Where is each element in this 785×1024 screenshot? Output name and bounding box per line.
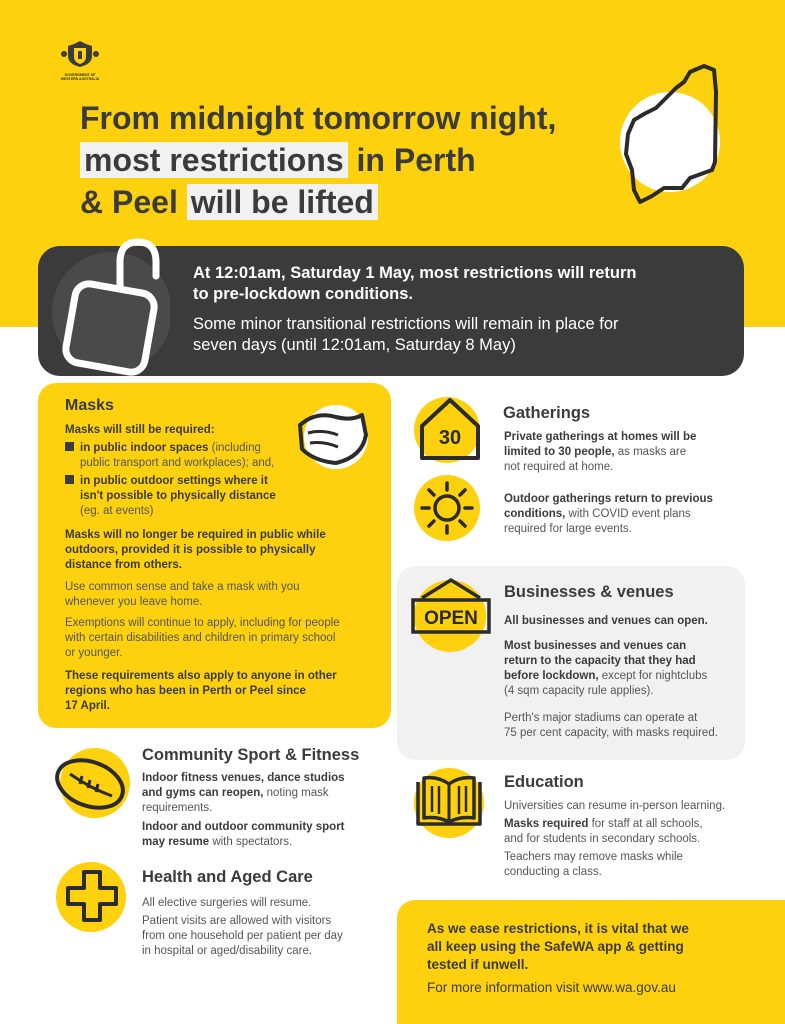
gatherings-p2-rest1: with COVID event plans [565, 508, 691, 520]
education-heading: Education [504, 773, 584, 791]
masks-required-intro: Masks will still be required: [65, 424, 215, 436]
business-p1: All businesses and venues can open. [504, 615, 708, 627]
masks-apply-3: 17 April. [65, 700, 110, 712]
masks-bullet1-rest: (including [208, 442, 261, 454]
bullet-icon [65, 475, 74, 484]
banner-headline-line2: to pre-lockdown conditions. [193, 285, 413, 303]
banner-subtext-line2: seven days (until 12:01am, Saturday 8 May) [193, 336, 516, 354]
masks-heading: Masks [65, 397, 114, 414]
masks-exempt-3: or younger. [65, 647, 123, 659]
banner-subtext [193, 314, 713, 356]
sport-p1-rest1: noting mask [263, 787, 329, 799]
footer-callout [397, 900, 785, 1024]
sport-p2-bold2: may resume [142, 836, 210, 848]
education-p3-1: Teachers may remove masks while [504, 851, 683, 863]
footer-bold-3: tested if unwell. [427, 957, 529, 972]
masks-apply-1: These requirements also apply to anyone in other [65, 670, 337, 682]
title-highlight-1: most restrictions [80, 142, 348, 178]
gatherings-p2-rest2: required for large events. [504, 523, 632, 535]
western-australia-map-icon [618, 62, 728, 212]
education-p3-2: conducting a class. [504, 866, 602, 878]
health-heading: Health and Aged Care [142, 868, 313, 886]
masks-bullet2-rest: (eg. at events) [80, 505, 154, 517]
gatherings-p1-bold1: Private gatherings at homes will be [504, 431, 697, 443]
book-icon [412, 772, 486, 832]
sport-p1-bold2: and gyms can reopen, [142, 787, 264, 799]
masks-no-longer-3: distance from others. [65, 559, 182, 571]
masks-exempt-2: with certain disabilities and children in primary school [65, 632, 336, 644]
gatherings-p1-rest1: as masks are [614, 446, 687, 458]
sport-p2-bold1: Indoor and outdoor community sport [142, 821, 345, 833]
business-p2-bold3: before lockdown, [504, 670, 599, 682]
masks-bullet1-cont: public transport and workplaces); and, [80, 457, 275, 469]
sport-heading: Community Sport & Fitness [142, 746, 360, 764]
crest-icon [60, 40, 100, 68]
government-logo [60, 40, 100, 81]
footer-bold-2: all keep using the SafeWA app & getting [427, 939, 684, 954]
masks-bullet2-bold1: in public outdoor settings where it [80, 475, 268, 487]
title-highlight-2: will be lifted [187, 184, 378, 220]
sport-p2-rest: with spectators. [209, 836, 293, 848]
health-p1: All elective surgeries will resume. [142, 897, 312, 909]
masks-section [38, 383, 391, 728]
gatherings-p2-bold2: conditions, [504, 508, 566, 520]
title-line-1: From midnight tomorrow night, [80, 100, 557, 136]
football-icon [50, 752, 130, 816]
education-p2-rest1: for staff at all schools, [588, 818, 703, 830]
masks-common-2: whenever you leave home. [65, 596, 203, 608]
logo-text-line2: WESTERN AUSTRALIA [60, 77, 100, 81]
sport-p1-rest2: requirements. [142, 802, 213, 814]
title-line-3a: & Peel [80, 184, 178, 220]
face-mask-icon [292, 403, 372, 473]
health-p2-3: in hospital or aged/disability care. [142, 945, 313, 957]
gatherings-p2-bold1: Outdoor gatherings return to previous [504, 493, 713, 505]
footer-info-link[interactable]: For more information visit www.wa.gov.au [427, 980, 676, 995]
health-p2-1: Patient visits are allowed with visitors [142, 915, 332, 927]
education-p1: Universities can resume in-person learning. [504, 800, 726, 812]
banner-headline-line1: At 12:01am, Saturday 1 May, most restrictions will return [193, 264, 637, 282]
banner-subtext-line1: Some minor transitional restrictions will remain in place for [193, 315, 619, 333]
health-p2-2: from one household per patient per day [142, 930, 343, 942]
medical-cross-icon [62, 866, 122, 926]
masks-exempt-1: Exemptions will continue to apply, including for people [65, 617, 340, 629]
business-heading: Businesses & venues [504, 583, 674, 601]
sport-p1-bold1: Indoor fitness venues, dance studios [142, 772, 345, 784]
business-p2-rest2: (4 sqm capacity rule applies). [504, 685, 654, 697]
gatherings-p1-rest2: not required at home. [504, 461, 614, 473]
banner-headline [193, 263, 713, 305]
unlocked-padlock-icon [50, 232, 170, 382]
bullet-icon [65, 442, 74, 451]
sun-icon [414, 475, 480, 541]
gatherings-heading: Gatherings [503, 404, 591, 422]
business-p3-2: 75 per cent capacity, with masks required. [504, 727, 718, 739]
masks-no-longer-1: Masks will no longer be required in public while [65, 529, 326, 541]
open-sign-text: OPEN [424, 608, 478, 629]
business-p2-bold2: return to the capacity that they had [504, 655, 696, 667]
house-capacity-number: 30 [438, 427, 462, 449]
business-p2-bold1: Most businesses and venues can [504, 640, 687, 652]
masks-bullet2-bold2: isn't possible to physically distance [80, 490, 276, 502]
masks-bullet1-bold: in public indoor spaces [80, 442, 209, 454]
footer-message [427, 920, 689, 974]
business-p2-rest1: except for nightclubs [598, 670, 708, 682]
gatherings-p1-bold2: limited to 30 people, [504, 446, 615, 458]
masks-common-1: Use common sense and take a mask with you [65, 581, 300, 593]
education-p2-bold: Masks required [504, 818, 589, 830]
masks-apply-2: regions who has been in Perth or Peel since [65, 685, 306, 697]
page-title [80, 97, 556, 223]
logo-text-line1: GOVERNMENT OF [64, 73, 96, 77]
footer-bold-1: As we ease restrictions, it is vital that we [427, 921, 689, 936]
business-p3-1: Perth's major stadiums can operate at [504, 712, 698, 724]
title-line-2b: in Perth [347, 142, 476, 178]
masks-no-longer-2: outdoors, provided it is possible to physically [65, 544, 316, 556]
education-p2-rest2: and for students in secondary schools. [504, 833, 701, 845]
